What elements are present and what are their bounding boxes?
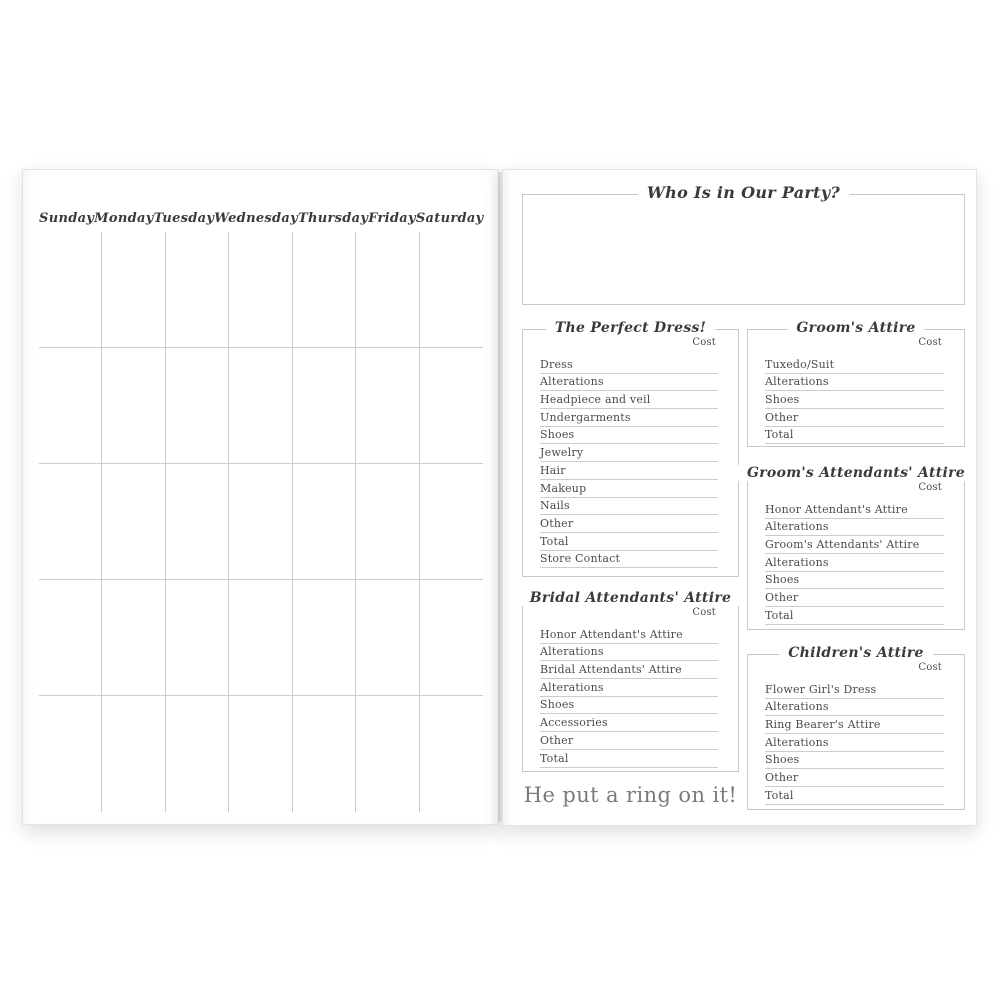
expense-row (765, 391, 944, 409)
item-label: Shoes (765, 393, 800, 407)
item-label: Shoes (540, 698, 575, 712)
calendar-grid (39, 232, 483, 812)
item-label: Total (540, 751, 569, 765)
expense-row (765, 501, 944, 519)
item-label: Tuxedo/Suit (765, 357, 835, 371)
cost-entry-line[interactable] (573, 515, 718, 532)
cost-entry-line[interactable] (604, 644, 718, 661)
expense-row (540, 679, 718, 697)
calendar-cell[interactable] (39, 464, 102, 580)
calendar-cell[interactable] (420, 464, 483, 580)
item-label: Jewelry (540, 446, 584, 460)
cost-entry-line[interactable] (829, 699, 944, 716)
expense-row (540, 626, 718, 644)
footer-caption: He put a ring on it! (523, 783, 738, 807)
calendar-cell[interactable] (166, 696, 229, 812)
item-label: Hair (540, 463, 566, 477)
cost-entry-line[interactable] (570, 498, 718, 515)
cost-entry-line[interactable] (608, 714, 718, 731)
party-box-title: Who Is in Our Party? (638, 183, 849, 202)
cost-entry-line[interactable] (620, 551, 718, 568)
expense-row (765, 681, 944, 699)
expense-row (540, 498, 718, 516)
calendar-cell[interactable] (102, 580, 165, 696)
cost-entry-line[interactable] (834, 356, 944, 373)
item-label: Alterations (540, 645, 604, 659)
cost-entry-line[interactable] (574, 697, 718, 714)
cost-column-header: Cost (692, 337, 716, 348)
item-label: Alterations (765, 735, 829, 749)
cost-entry-line[interactable] (908, 501, 944, 518)
item-label: Honor Attendant's Attire (765, 502, 908, 516)
expense-row (540, 356, 718, 374)
item-label: Alterations (765, 700, 829, 714)
calendar-cell[interactable] (356, 232, 419, 348)
section-the-perfect-dress (522, 320, 739, 577)
calendar-cell[interactable] (420, 580, 483, 696)
cost-entry-line[interactable] (794, 787, 944, 804)
section-grooms-attire (747, 320, 965, 447)
cost-column-header: Cost (918, 337, 942, 348)
cost-entry-line[interactable] (919, 536, 944, 553)
expense-row (540, 480, 718, 498)
item-label: Ring Bearer's Attire (765, 718, 881, 732)
calendar-cell[interactable] (420, 696, 483, 812)
item-label: Total (765, 608, 794, 622)
calendar-cell[interactable] (420, 348, 483, 464)
item-label: Accessories (540, 716, 608, 730)
calendar-cell[interactable] (39, 696, 102, 812)
cost-entry-line[interactable] (829, 734, 944, 751)
calendar-cell[interactable] (102, 696, 165, 812)
item-label: Shoes (765, 573, 800, 587)
expense-row (540, 533, 718, 551)
item-label: Alterations (765, 375, 829, 389)
who-is-in-our-party-box (522, 183, 965, 305)
calendar-cell[interactable] (102, 232, 165, 348)
calendar-cell[interactable] (166, 464, 229, 580)
calendar-page (22, 169, 499, 825)
cost-entry-line[interactable] (794, 427, 944, 444)
day-header-monday: Monday (94, 211, 154, 226)
expense-row (765, 769, 944, 787)
calendar-cell[interactable] (293, 464, 356, 580)
item-label: Makeup (540, 481, 587, 495)
expense-row (540, 661, 718, 679)
item-label: Honor Attendant's Attire (540, 627, 683, 641)
cost-entry-line[interactable] (574, 427, 718, 444)
cost-entry-line[interactable] (650, 391, 718, 408)
cost-entry-line[interactable] (569, 533, 718, 550)
cost-entry-line[interactable] (799, 391, 944, 408)
cost-entry-line[interactable] (829, 519, 944, 536)
cost-entry-line[interactable] (799, 752, 944, 769)
cost-entry-line[interactable] (573, 732, 718, 749)
section-childrens-attire (747, 645, 965, 810)
item-label: Other (765, 591, 799, 605)
expense-row (540, 697, 718, 715)
item-label: Headpiece and veil (540, 393, 651, 407)
section-title: The Perfect Dress! (546, 320, 715, 336)
calendar-cell[interactable] (39, 580, 102, 696)
item-label: Flower Girl's Dress (765, 682, 877, 696)
expense-row (765, 787, 944, 805)
item-label: Alterations (540, 375, 604, 389)
cost-column-header: Cost (918, 662, 942, 673)
item-label: Nails (540, 499, 570, 513)
expense-row (765, 589, 944, 607)
cost-entry-line[interactable] (566, 462, 718, 479)
expense-row (765, 699, 944, 717)
cost-entry-line[interactable] (876, 681, 944, 698)
cost-entry-line[interactable] (683, 626, 718, 643)
cost-entry-line[interactable] (682, 661, 718, 678)
calendar-cell[interactable] (293, 696, 356, 812)
expense-row (765, 607, 944, 625)
calendar-day-header-row (39, 206, 483, 232)
expense-row (540, 732, 718, 750)
calendar-cell[interactable] (229, 232, 292, 348)
item-label: Alterations (540, 680, 604, 694)
calendar-cell[interactable] (356, 580, 419, 696)
day-header-sunday: Sunday (39, 211, 95, 226)
item-label: Total (540, 534, 569, 548)
calendar-cell[interactable] (293, 580, 356, 696)
calendar-cell[interactable] (166, 580, 229, 696)
expense-row (540, 750, 718, 768)
cost-entry-line[interactable] (583, 444, 718, 461)
item-label: Other (540, 733, 574, 747)
expense-row (540, 515, 718, 533)
cost-entry-line[interactable] (604, 679, 718, 696)
calendar-cell[interactable] (102, 348, 165, 464)
item-label: Undergarments (540, 410, 631, 424)
cost-entry-line[interactable] (798, 769, 944, 786)
item-label: Total (765, 428, 794, 442)
item-label: Groom's Attendants' Attire (765, 538, 920, 552)
expense-row (765, 374, 944, 392)
cost-entry-line[interactable] (798, 409, 944, 426)
cost-entry-line[interactable] (799, 572, 944, 589)
day-header-friday: Friday (368, 211, 416, 226)
cost-entry-line[interactable] (569, 750, 718, 767)
expense-row (540, 391, 718, 409)
expense-row (765, 356, 944, 374)
item-label: Store Contact (540, 552, 621, 566)
item-label: Shoes (540, 428, 575, 442)
expense-row (540, 409, 718, 427)
section-title: Groom's Attendants' Attire (738, 465, 974, 481)
day-header-thursday: Thursday (297, 211, 369, 226)
expense-row (540, 551, 718, 569)
expense-row (540, 644, 718, 662)
item-label: Other (765, 410, 799, 424)
party-notes-area[interactable] (531, 209, 956, 298)
cost-entry-line[interactable] (798, 589, 944, 606)
calendar-cell[interactable] (356, 348, 419, 464)
calendar-cell[interactable] (229, 580, 292, 696)
party-page (502, 169, 977, 826)
day-header-tuesday: Tuesday (153, 211, 215, 226)
calendar-cell[interactable] (229, 464, 292, 580)
expense-row (765, 572, 944, 590)
calendar-cell[interactable] (420, 232, 483, 348)
item-label: Other (540, 516, 574, 530)
calendar-cell[interactable] (293, 232, 356, 348)
cost-entry-line[interactable] (631, 409, 718, 426)
calendar-cell[interactable] (166, 348, 229, 464)
item-label: Dress (540, 357, 573, 371)
section-title: Groom's Attire (787, 320, 924, 336)
item-label: Alterations (765, 555, 829, 569)
cost-entry-line[interactable] (604, 374, 718, 391)
expense-row (765, 716, 944, 734)
calendar-cell[interactable] (39, 348, 102, 464)
calendar-cell[interactable] (356, 696, 419, 812)
expense-row (540, 374, 718, 392)
calendar-cell[interactable] (102, 464, 165, 580)
expense-row (540, 462, 718, 480)
item-label: Shoes (765, 753, 800, 767)
item-label: Bridal Attendants' Attire (540, 663, 682, 677)
calendar-cell[interactable] (229, 348, 292, 464)
cost-entry-line[interactable] (829, 374, 944, 391)
item-label: Alterations (765, 520, 829, 534)
cost-column-header: Cost (918, 482, 942, 493)
expense-row (540, 714, 718, 732)
expense-row (765, 409, 944, 427)
section-bridal-attendants-attire (522, 590, 739, 772)
calendar-cell[interactable] (356, 464, 419, 580)
expense-row (765, 519, 944, 537)
item-label: Total (765, 788, 794, 802)
calendar-cell[interactable] (293, 348, 356, 464)
calendar-cell[interactable] (166, 232, 229, 348)
day-header-saturday: Saturday (415, 211, 484, 226)
cost-entry-line[interactable] (794, 607, 944, 624)
cost-column-header: Cost (692, 607, 716, 618)
section-grooms-attendants-attire (747, 465, 965, 630)
section-title: Bridal Attendants' Attire (521, 590, 740, 606)
cost-entry-line[interactable] (881, 716, 944, 733)
expense-row (765, 536, 944, 554)
expense-row (765, 427, 944, 445)
calendar-cell[interactable] (39, 232, 102, 348)
section-title: Children's Attire (779, 645, 933, 661)
cost-entry-line[interactable] (829, 554, 944, 571)
cost-entry-line[interactable] (586, 480, 718, 497)
expense-row (765, 734, 944, 752)
expense-row (540, 427, 718, 445)
expense-row (765, 752, 944, 770)
calendar-cell[interactable] (229, 696, 292, 812)
expense-row (540, 444, 718, 462)
expense-row (765, 554, 944, 572)
day-header-wednesday: Wednesday (214, 211, 298, 226)
cost-entry-line[interactable] (573, 356, 718, 373)
item-label: Other (765, 771, 799, 785)
